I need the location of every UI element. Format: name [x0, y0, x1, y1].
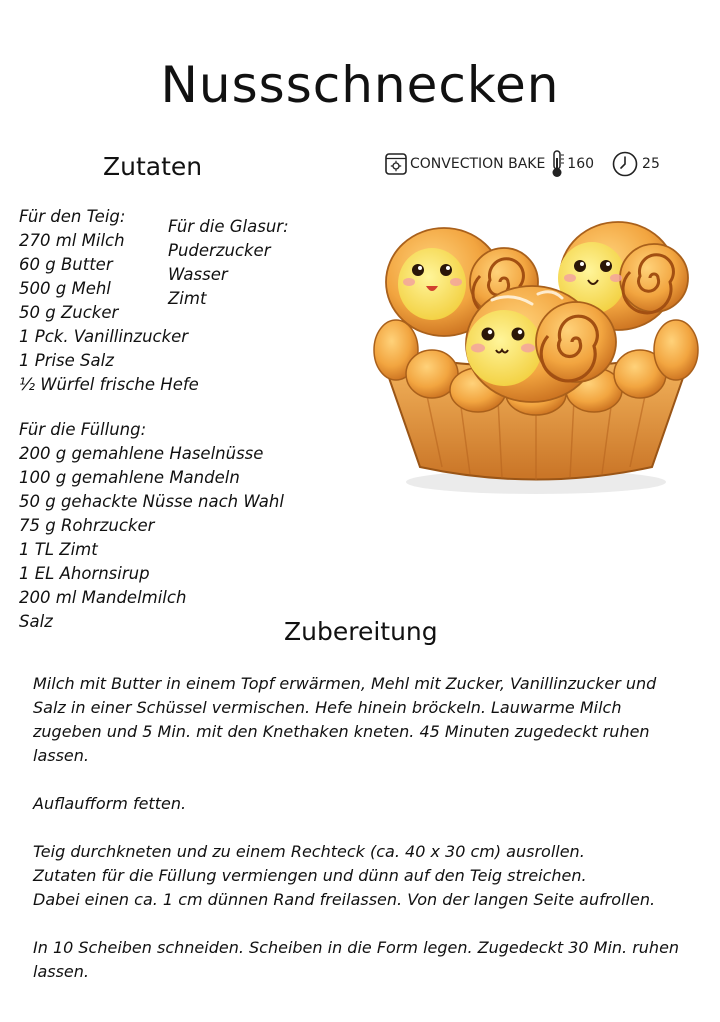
list-item: 1 EL Ahornsirup — [19, 564, 150, 583]
list-item: 500 g Mehl — [19, 279, 111, 298]
list-item: Für die Füllung: — [19, 420, 147, 439]
list-item: 60 g Butter — [19, 255, 113, 274]
ingredients-heading: Zutaten — [103, 152, 203, 181]
preparation-heading: Zubereitung — [284, 617, 438, 646]
list-item: Puderzucker — [168, 241, 271, 260]
temperature-value: 160 — [567, 156, 595, 172]
list-item: 200 g gemahlene Haselnüsse — [19, 444, 264, 463]
recipe-title: Nussschnecken — [160, 56, 560, 114]
convection-bake-icon — [384, 152, 408, 176]
list-item: 75 g Rohrzucker — [19, 516, 155, 535]
thermometer-icon — [549, 150, 565, 178]
pastry-basket-illustration — [362, 182, 710, 512]
mode-label: CONVECTION BAKE — [410, 156, 546, 172]
preparation-steps — [33, 672, 693, 1008]
list-item: ½ Würfel frische Hefe — [19, 375, 199, 394]
list-item: Wasser — [168, 265, 228, 284]
list-item: 1 Pck. Vanillinzucker — [19, 327, 189, 346]
list-item: Salz — [19, 612, 53, 631]
baking-info — [384, 150, 660, 178]
list-item: 50 g gehackte Nüsse nach Wahl — [19, 492, 284, 511]
step-paragraph: Auflaufform fetten. — [33, 794, 187, 813]
list-item: 1 Prise Salz — [19, 351, 114, 370]
list-item: 50 g Zucker — [19, 303, 119, 322]
list-item: Für den Teig: — [19, 207, 126, 226]
step-paragraph: Teig durchkneten und zu einem Rechteck (ca. 40 x 30 cm) ausrollen. Zutaten für die Füllung vermiengen und dünn auf den Teig streichen. Dabei einen ca. 1 cm dünnen Rand freilassen. Von der langen Seite aufrollen. — [33, 842, 656, 909]
list-item: 270 ml Milch — [19, 231, 125, 250]
list-item: Für die Glasur: — [168, 217, 289, 236]
filling-ingredients — [19, 418, 284, 634]
glaze-ingredients — [168, 215, 289, 311]
clock-icon — [612, 151, 638, 177]
time-value: 25 — [642, 156, 660, 172]
list-item: 100 g gemahlene Mandeln — [19, 468, 240, 487]
list-item: Zimt — [168, 289, 207, 308]
step-paragraph: In 10 Scheiben schneiden. Scheiben in die Form legen. Zugedeckt 30 Min. ruhen lassen. — [33, 938, 680, 981]
list-item: 1 TL Zimt — [19, 540, 98, 559]
list-item: 200 ml Mandelmilch — [19, 588, 187, 607]
step-paragraph: Milch mit Butter in einem Topf erwärmen, Mehl mit Zucker, Vanillinzucker und Salz in einer Schüssel vermischen. Hefe hinein bröckeln. Lauwarme Milch zugeben und 5 Min. mit den Knethaken kneten. 45 Minuten zugedeckt ruhen lassen. — [33, 674, 657, 765]
